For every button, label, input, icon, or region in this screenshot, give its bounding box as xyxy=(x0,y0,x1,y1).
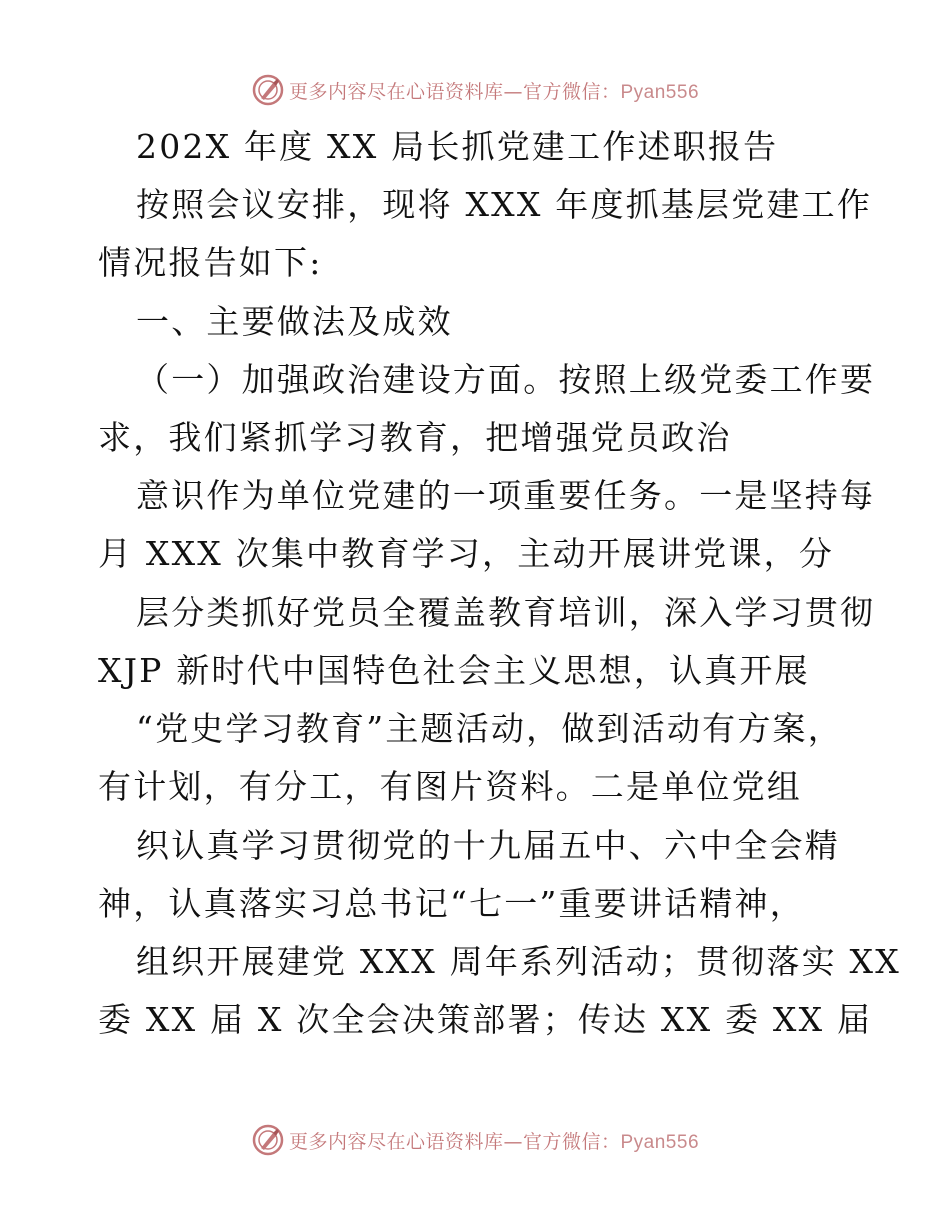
watermark-footer xyxy=(0,1120,950,1160)
watermark-text: 更多内容尽在心语资料库—官方微信：Pyan556 xyxy=(288,80,700,103)
paragraph-line: 委 XX 届 X 次全会决策部署；传达 XX 委 XX 届 xyxy=(98,1000,873,1039)
paragraph-line: 按照会议安排，现将 XXX 年度抓基层党建工作 xyxy=(136,185,873,224)
paragraph-line: XJP 新时代中国特色社会主义思想，认真开展 xyxy=(98,651,810,690)
paragraph-line: 意识作为单位党建的一项重要任务。一是坚持每 xyxy=(136,476,876,515)
section-heading: 一、主要做法及成效 xyxy=(136,302,453,341)
watermark-text: 更多内容尽在心语资料库—官方微信：Pyan556 xyxy=(288,1130,700,1153)
paragraph-line: 织认真学习贯彻党的十九届五中、六中全会精 xyxy=(136,826,840,865)
paragraph-line: 层分类抓好党员全覆盖教育培训，深入学习贯彻 xyxy=(136,593,876,632)
watermark-wechat-id: Pyan556 xyxy=(620,81,700,103)
paragraph-line: （一）加强政治建设方面。按照上级党委工作要 xyxy=(136,360,876,399)
document-title: 202X 年度 XX 局长抓党建工作述职报告 xyxy=(136,127,779,166)
watermark-wechat-id: Pyan556 xyxy=(620,1131,700,1153)
paragraph-line: 月 XXX 次集中教育学习，主动开展讲党课，分 xyxy=(98,534,835,573)
paragraph-line: 求，我们紧抓学习教育，把增强党员政治 xyxy=(98,418,732,457)
paragraph-line: 神，认真落实习总书记“七一”重要讲话精神， xyxy=(98,884,805,923)
pen-logo-icon xyxy=(251,1123,285,1157)
paragraph-line: “党史学习教育”主题活动，做到活动有方案， xyxy=(136,709,843,748)
paragraph-line: 情况报告如下: xyxy=(98,243,323,282)
paragraph-line: 组织开展建党 XXX 周年系列活动；贯彻落实 XX xyxy=(136,942,901,981)
paragraph-line: 有计划，有分工，有图片资料。二是单位党组 xyxy=(98,767,802,806)
